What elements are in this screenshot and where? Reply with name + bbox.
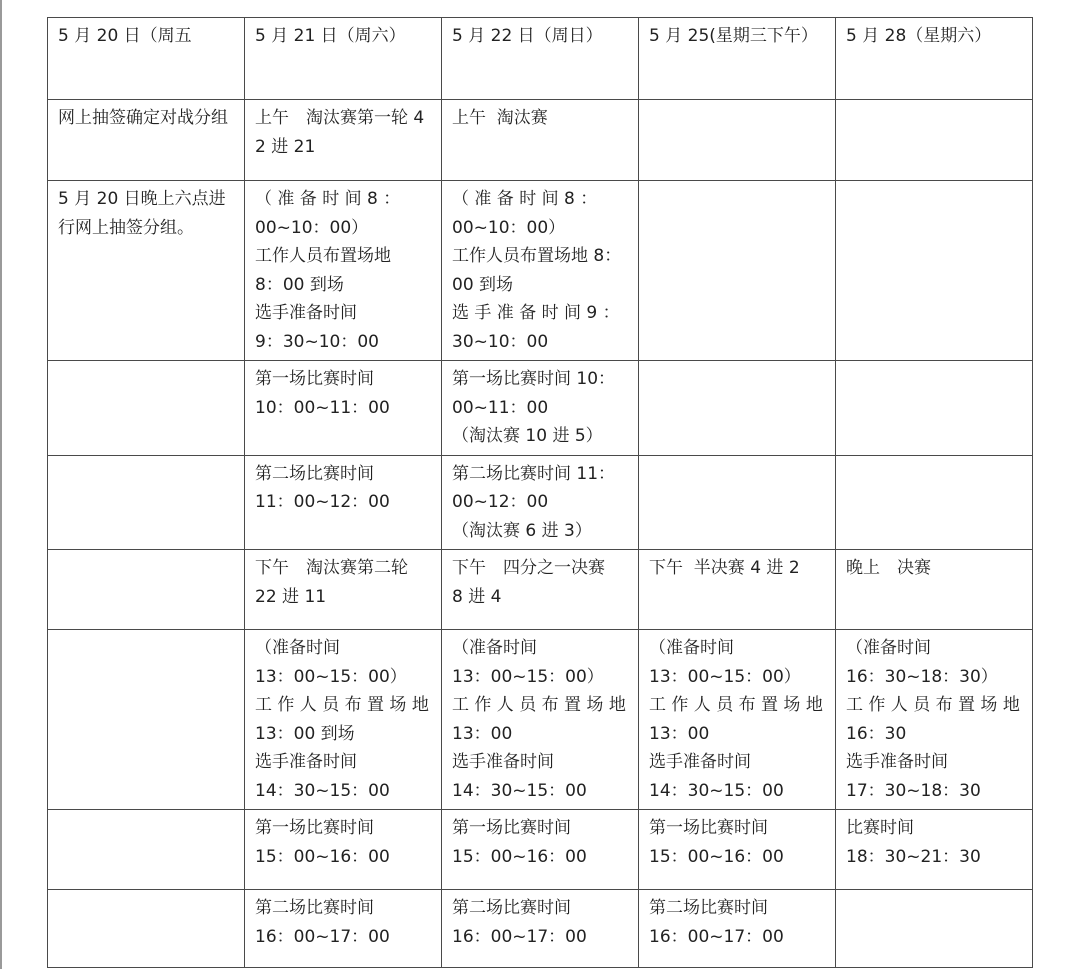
table-row	[48, 181, 1033, 361]
table-cell	[48, 455, 245, 550]
header-cell-may-28: 5 月 28（星期六）	[836, 18, 1033, 100]
table-cell	[836, 181, 1033, 361]
table-cell: 第一场比赛时间 10：00~11：00	[245, 361, 442, 456]
table-row	[48, 630, 1033, 810]
table-cell	[48, 810, 245, 890]
table-cell	[836, 890, 1033, 968]
table-cell	[639, 181, 836, 361]
table-row	[48, 890, 1033, 968]
table-row	[48, 455, 1033, 550]
header-cell-may-21: 5 月 21 日（周六）	[245, 18, 442, 100]
table-cell: 网上抽签确定对战分组	[48, 100, 245, 181]
header-row	[48, 18, 1033, 100]
table-cell: 第二场比赛时间 11：00~12：00	[245, 455, 442, 550]
table-cell: （ 准 备 时 间 8 ： 00~10：00） 工作人员布置场地 8：00 到场 选手准备时间 9：30~10：00	[245, 181, 442, 361]
table-row	[48, 550, 1033, 630]
table-cell: 下午 半决赛 4 进 2	[639, 550, 836, 630]
table-row	[48, 361, 1033, 456]
table-cell: 第二场比赛时间 16：00~17：00	[639, 890, 836, 968]
table-cell: 第一场比赛时间 10： 00~11：00 （淘汰赛 10 进 5）	[442, 361, 639, 456]
table-cell: 下午 淘汰赛第二轮 22 进 11	[245, 550, 442, 630]
table-cell	[836, 455, 1033, 550]
table-cell: 第一场比赛时间 15：00~16：00	[639, 810, 836, 890]
table-cell	[48, 890, 245, 968]
table-cell: 第二场比赛时间 11： 00~12：00 （淘汰赛 6 进 3）	[442, 455, 639, 550]
page-left-edge	[0, 0, 2, 969]
table-cell: 第一场比赛时间 15：00~16：00	[245, 810, 442, 890]
table-cell	[639, 100, 836, 181]
table-cell: 第二场比赛时间 16：00~17：00	[245, 890, 442, 968]
table-cell	[48, 550, 245, 630]
table-cell	[48, 630, 245, 810]
table-cell	[639, 455, 836, 550]
header-cell-may-22: 5 月 22 日（周日）	[442, 18, 639, 100]
table-cell: 比赛时间 18：30~21：30	[836, 810, 1033, 890]
table-cell	[639, 361, 836, 456]
table-row	[48, 810, 1033, 890]
table-row	[48, 100, 1033, 181]
table-cell: （准备时间 13：00~15：00） 工 作 人 员 布 置 场 地 13：00 选手准备时间 14：30~15：00	[639, 630, 836, 810]
table-cell	[48, 361, 245, 456]
table-cell: 下午 四分之一决赛 8 进 4	[442, 550, 639, 630]
table-cell	[836, 361, 1033, 456]
table-cell: 5 月 20 日晚上六点进行网上抽签分组。	[48, 181, 245, 361]
table-cell: （准备时间 13：00~15：00） 工 作 人 员 布 置 场 地 13：00 到场 选手准备时间 14：30~15：00	[245, 630, 442, 810]
table-cell: 上午 淘汰赛	[442, 100, 639, 181]
table-cell: 第一场比赛时间 15：00~16：00	[442, 810, 639, 890]
table-cell	[836, 100, 1033, 181]
table-cell: （ 准 备 时 间 8 ： 00~10：00） 工作人员布置场地 8： 00 到场 选 手 准 备 时 间 9 ： 30~10：00	[442, 181, 639, 361]
table-cell: （准备时间 13：00~15：00） 工 作 人 员 布 置 场 地 13：00 选手准备时间 14：30~15：00	[442, 630, 639, 810]
table-cell: 晚上 决赛	[836, 550, 1033, 630]
table-cell: 上午 淘汰赛第一轮 42 进 21	[245, 100, 442, 181]
header-cell-may-20: 5 月 20 日（周五	[48, 18, 245, 100]
header-cell-may-25: 5 月 25(星期三下午）	[639, 18, 836, 100]
table-cell: 第二场比赛时间 16：00~17：00	[442, 890, 639, 968]
table-cell: （准备时间 16：30~18：30） 工 作 人 员 布 置 场 地 16：30 选手准备时间 17：30~18：30	[836, 630, 1033, 810]
schedule-table	[47, 17, 1033, 968]
